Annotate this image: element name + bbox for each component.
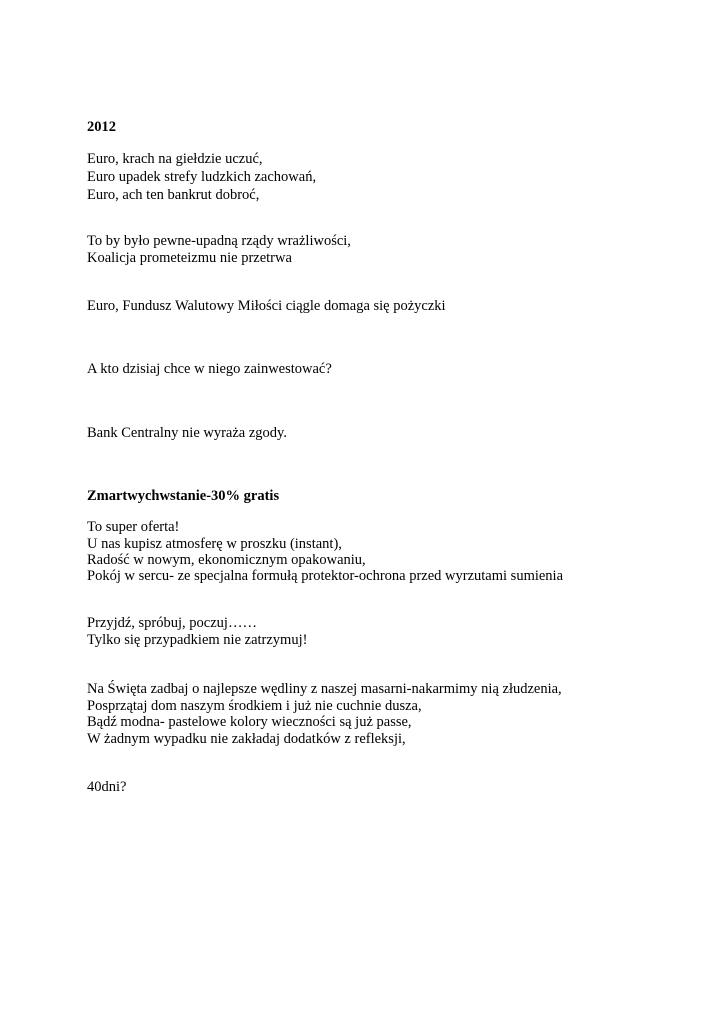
poem-line: To by było pewne-upadną rządy wrażliwości,: [87, 233, 351, 249]
poem-line: Euro, Fundusz Walutowy Miłości ciągle domaga się pożyczki: [87, 298, 446, 314]
section-heading-2012: 2012: [87, 119, 116, 135]
poem-line: Na Święta zadbaj o najlepsze wędliny z naszej masarni-nakarmimy nią złudzenia,: [87, 681, 562, 697]
poem-line: Przyjdź, spróbuj, poczuj……: [87, 615, 257, 631]
poem-line: Euro, krach na giełdzie uczuć,: [87, 151, 263, 167]
poem-line: Euro, ach ten bankrut dobroć,: [87, 187, 260, 203]
poem-line: To super oferta!: [87, 519, 180, 535]
poem-line: Bank Centralny nie wyraża zgody.: [87, 425, 287, 441]
poem-line: Pokój w sercu- ze specjalna formułą protektor-ochrona przed wyrzutami sumienia: [87, 568, 564, 584]
poem-line: Bądź modna- pastelowe kolory wieczności są już passe,: [87, 714, 412, 730]
poem-line: W żadnym wypadku nie zakładaj dodatków z refleksji,: [87, 731, 406, 747]
poem-line: U nas kupisz atmosferę w proszku (instant),: [87, 536, 342, 552]
poem-line: Koalicja prometeizmu nie przetrwa: [87, 250, 292, 266]
poem-line: Radość w nowym, ekonomicznym opakowaniu,: [87, 552, 366, 568]
poem-line: A kto dzisiaj chce w niego zainwestować?: [87, 361, 332, 377]
poem-line: Tylko się przypadkiem nie zatrzymuj!: [87, 632, 308, 648]
poem-closing-line: 40dni?: [87, 779, 127, 795]
poem-line: Posprzątaj dom naszym środkiem i już nie cuchnie dusza,: [87, 698, 422, 714]
section-heading-zmartwychwstanie: Zmartwychwstanie-30% gratis: [87, 488, 280, 504]
poem-line: Euro upadek strefy ludzkich zachowań,: [87, 169, 317, 185]
